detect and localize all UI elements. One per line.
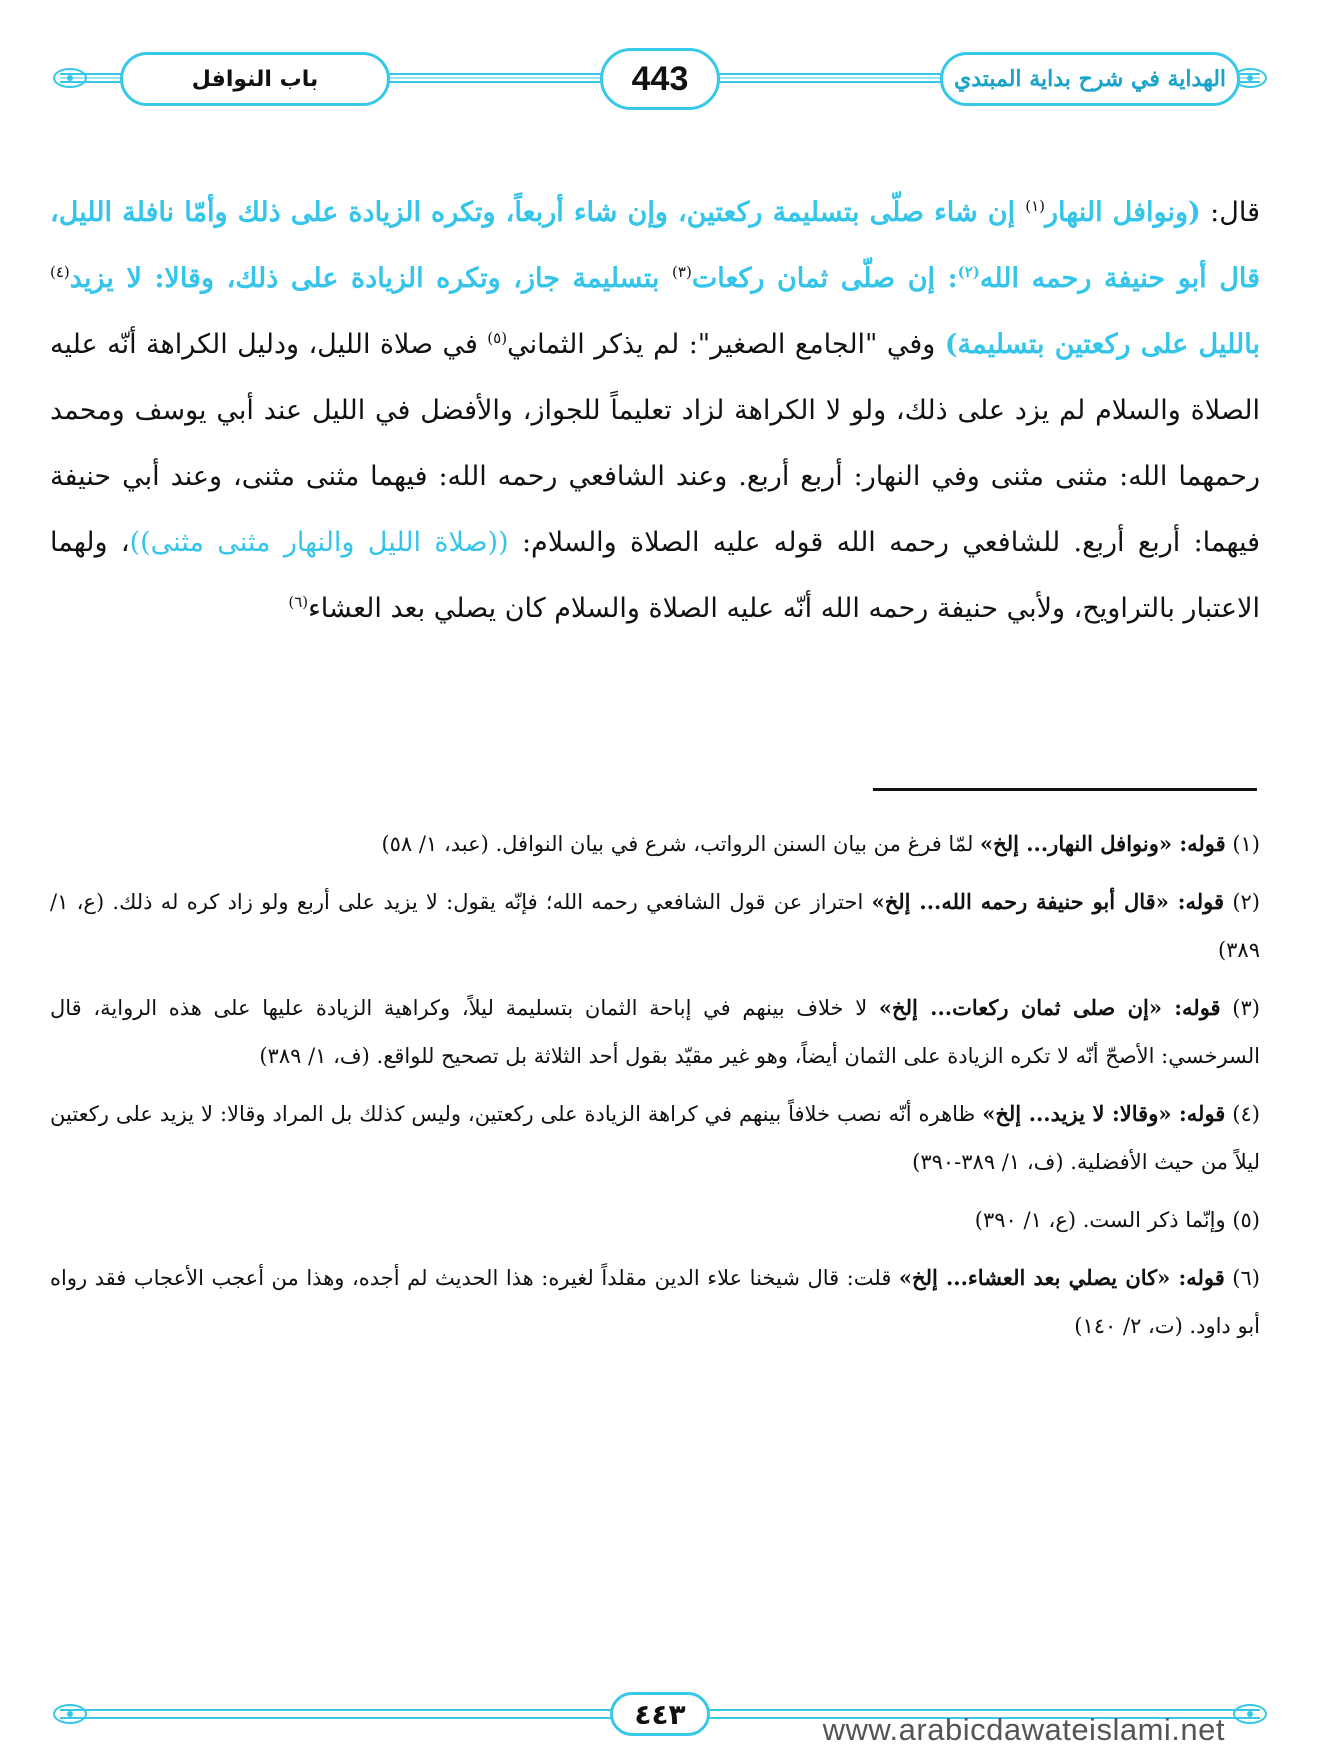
footnote-number: (٣) xyxy=(1232,996,1260,1020)
footnote-lead: قوله: «قال أبو حنيفة رحمه الله... إلخ» xyxy=(871,889,1225,914)
book-title: الهداية في شرح بداية المبتدي xyxy=(940,52,1240,106)
footnote-4 xyxy=(50,1090,1260,1186)
footnote-ref-6[interactable]: (٦) xyxy=(288,593,309,611)
footnote-number: (٢) xyxy=(1232,890,1260,914)
footnote-number: (٦) xyxy=(1232,1266,1260,1290)
footnote-number: (٥) xyxy=(1232,1208,1260,1232)
footnote-lead: قوله: «وقالا: لا يزيد... إلخ» xyxy=(982,1101,1226,1126)
website-url[interactable]: www.arabicdawateislami.net xyxy=(822,1712,1225,1747)
footnote-ref-1[interactable]: (١) xyxy=(1025,197,1045,215)
footnote-text: ظاهره أنّه نصب خلافاً بينهم في كراهة الزيادة على ركعتين، وليس كذلك بل المراد وقالا: لا يزيد على ركعتين ليلاً من حيث الأفضلية. (ف، ١/ ٣٨٩-٣٩٠) xyxy=(50,1102,1260,1174)
commentary-segment-3: ، ولهما الاعتبار بالتراويح، ولأبي حنيفة رحمه الله أنّه عليه الصلاة والسلام كان يصلي بعد العشاء xyxy=(50,527,1260,624)
matn-segment-5: بالليل على ركعتين بتسليمة) xyxy=(944,329,1260,360)
footnote-6 xyxy=(50,1254,1260,1350)
footnote-number: (١) xyxy=(1232,832,1260,856)
footnote-1 xyxy=(50,820,1260,868)
commentary-segment-1: وفي "الجامع الصغير": لم يذكر الثماني xyxy=(507,329,945,360)
footnote-2 xyxy=(50,878,1260,974)
hadith-quote: ((صلاة الليل والنهار مثنى مثنى)) xyxy=(129,527,509,558)
footnote-5 xyxy=(50,1196,1260,1244)
footnote-ref-2[interactable]: (٢) xyxy=(957,263,980,281)
footnote-text: لمّا فرغ من بيان السنن الرواتب، شرع في بيان النوافل. (عبد، ١/ ٥٨) xyxy=(381,832,981,856)
page-number: 443 xyxy=(600,48,720,110)
footnote-text: لا خلاف بينهم في إباحة الثمان بتسليمة ليلاً، وكراهية الزيادة عليها على هذه الرواية، قال السرخسي: الأصحّ أنّه لا تكره الزيادة على الثمان أيضاً، وهو غير مقيّد بقول أحد الثلاثة بل تصحيح للواقع. (ف، ١/ ٣٨٩) xyxy=(50,996,1260,1068)
page-header xyxy=(40,44,1280,114)
footnote-text: وإنّما ذكر الست. (ع، ١/ ٣٩٠) xyxy=(974,1208,1226,1232)
chapter-title: باب النوافل xyxy=(120,52,390,106)
footnote-3 xyxy=(50,984,1260,1080)
qala-label: قال: xyxy=(1210,197,1260,228)
commentary-segment-2: في صلاة الليل، ودليل الكراهة أنّه عليه الصلاة والسلام لم يزد على ذلك، ولو لا الكراهة لزاد تعليماً للجواز، والأفضل في الليل عند أبي يوسف ومحمد رحمهما الله: مثنى مثنى وفي النهار: أربع أربع. وعند الشافعي رحمه الله: فيهما مثنى مثنى، وعند أبي حنيفة فيهما: أربع أربع. للشافعي رحمه الله قوله عليه الصلاة والسلام: xyxy=(50,329,1261,558)
matn-segment-2: إن شاء صلّى بتسليمة ركعتين، وإن شاء أربعاً، وتكره الزيادة على ذلك وأمّا نافلة الليل، قال أبو حنيفة رحمه الله xyxy=(50,197,1261,294)
footer-page-number: ٤٤٣ xyxy=(610,1692,710,1736)
matn-segment-1: (ونوافل النهار xyxy=(1044,197,1201,228)
footnotes xyxy=(50,820,1260,1360)
footnote-number: (٤) xyxy=(1232,1102,1260,1126)
main-text xyxy=(50,180,1260,642)
footnote-text: قلت: قال شيخنا علاء الدين مقلداً لغيره: هذا الحديث لم أجده، وهذا من أعجب الأعجاب فقد رواه أبو داود. (ت، ٢/ ١٤٠) xyxy=(50,1266,1260,1338)
footnote-lead: قوله: «إن صلى ثمان ركعات... إلخ» xyxy=(878,995,1221,1020)
matn-segment-4: بتسليمة جاز، وتكره الزيادة على ذلك، وقالا: لا يزيد xyxy=(69,263,673,294)
footnote-ref-4[interactable]: (٤) xyxy=(50,263,70,281)
matn-segment-3: : إن صلّى ثمان ركعات xyxy=(691,263,958,294)
footnote-lead: قوله: «ونوافل النهار... إلخ» xyxy=(980,831,1226,856)
footnote-ref-3[interactable]: (٣) xyxy=(672,263,692,281)
footnote-lead: قوله: «كان يصلي بعد العشاء... إلخ» xyxy=(898,1265,1225,1290)
footnote-ref-5[interactable]: (٥) xyxy=(487,329,508,347)
footnote-separator xyxy=(873,788,1257,791)
footnote-text: احتراز عن قول الشافعي رحمه الله؛ فإنّه يقول: لا يزيد على أربع ولو زاد كره له ذلك. (ع، ١/ ٣٨٩) xyxy=(50,890,1260,962)
